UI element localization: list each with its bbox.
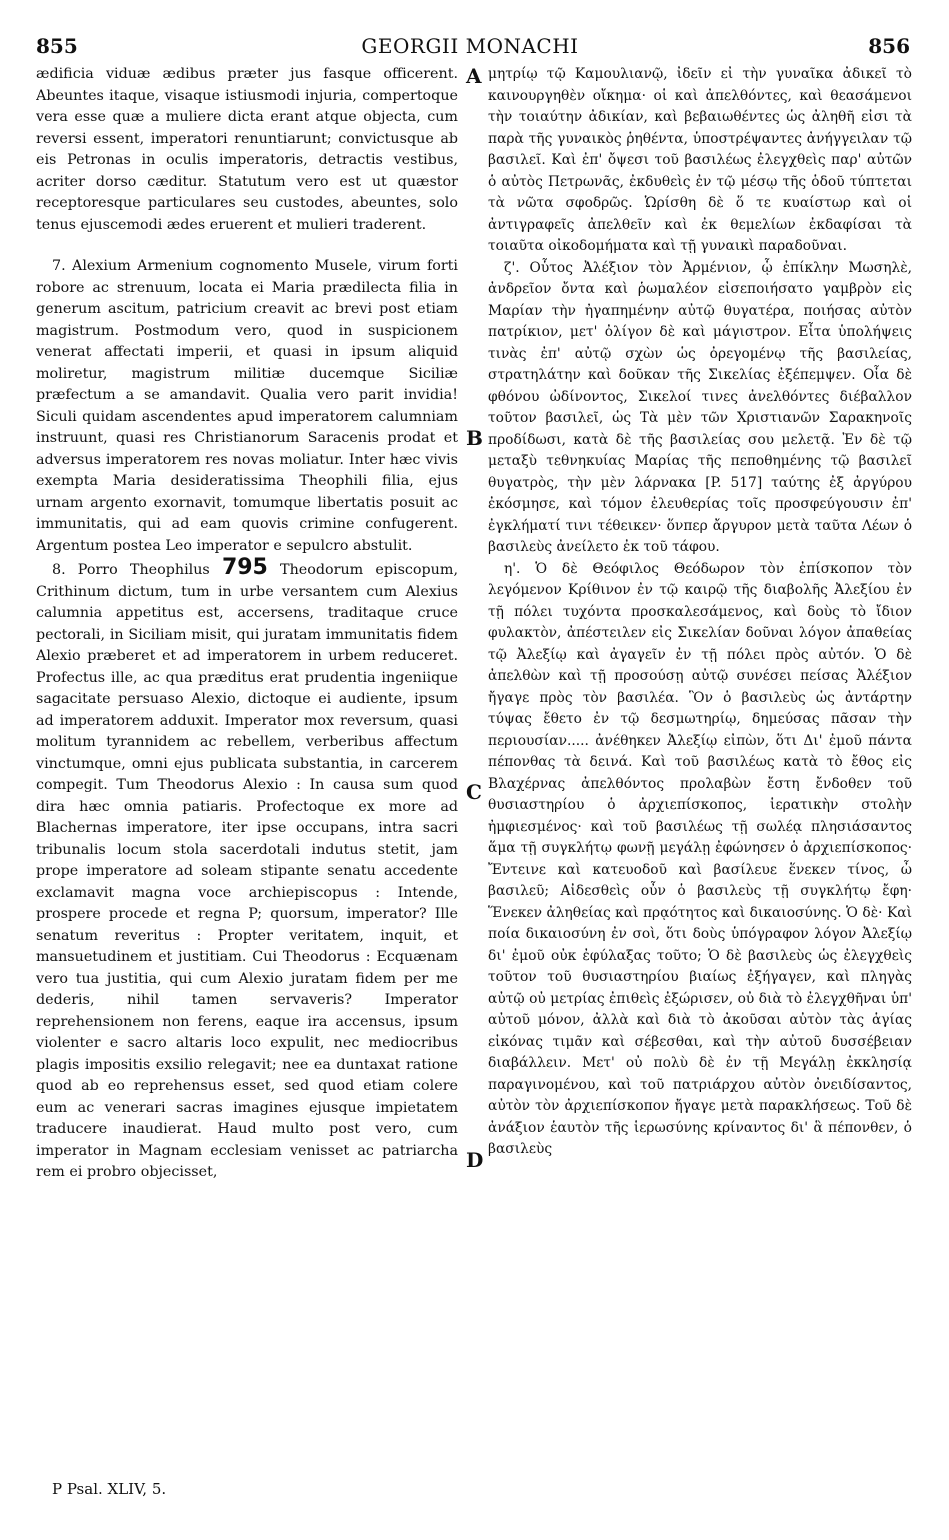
latin-paragraph-2: 7. Alexium Armenium cognomento Musele, virum forti robore ac strenuum, locata ei Maria prædilecta filia in generum ascitum, patricium creavit ac brevi post etiam magistrum. Postmodum vero, quod in suspicionem venerat affectati imperii, et quasi in ipsum aliquid moliretur, magistrum militiæ ducemque Siciliæ præfectum a se amandavit. Qualia vero parit invidia! Siculi quidam ascendentes apud imperatorem calumniam instruunt, quasi res Christianorum Saracenis prodat et adversus imperatorem res novas moliatur. Inter hæc vivis exempta Maria desideratissima Theophili filia, ejus urnam argento exornavit, tomumque libertatis posuit ac immunitatis, qui ad eam quovis crimine confugerent. Argentum postea Leo imperator e sepulcro abstulit. [36, 258, 458, 554]
greek-paragraph-3: η'. Ὁ δὲ Θεόφιλος Θεόδωρον τὸν ἐπίσκοπον τὸν λεγόμενον Κρίθινον ἐν τῷ καιρῷ τῆς διαβολῆς Ἀλεξίου ἐν τῇ πόλει τυχόντα προσκαλεσάμενος, καὶ δοὺς τὸ ἴδιον φυλακτὸν, ἀπέστειλεν εἰς Σικελίαν δοῦναι λόγον ἀπαθείας τῷ Ἀλεξίῳ καὶ ἀγαγεῖν ἐν τῇ πόλει πρὸς αὐτόν. Ὁ δὲ ἀπελθὼν καὶ τῇ προσούσῃ αὐτῷ συνέσει πείσας Ἀλέξιον ἤγαγε πρὸς τὸν βασιλέα. Ὃν ὁ βασιλεὺς ὡς ἀντάρτην τύψας ἔθετο ἐν τῷ δεσμωτηρίῳ, δημεύσας πᾶσαν τὴν περιουσίαν..... ἀνέθηκεν Ἀλεξίῳ εἰπὼν, ὅτι Δι' ἐμοῦ πάντα πέπονθας τὰ δεινά. Καὶ τοῦ βασιλέως κατὰ τὸ ἔθος εἰς Βλαχέρνας ἀπελθόντος προλαβὼν ἔστη ἔνδοθεν τοῦ θυσιαστηρίου ὁ ἀρχιεπίσκοπος, ἱερατικὴν στολὴν ἠμφιεσμένος· καὶ τοῦ βασιλέως τῇ σωλέᾳ πλησιάσαντος ἅμα τῇ συγκλήτῳ φωνῇ μεγάλῃ ἐφώνησεν ὁ ἀρχιεπίσκοπος· Ἔντεινε καὶ κατευοδοῦ καὶ βασίλευε ἕνεκεν τίνος, ὦ βασιλεῦ; Αἰδεσθεὶς οὖν ὁ βασιλεὺς τῇ συγκλήτῳ ἔφη· Ἕνεκεν ἀληθείας καὶ πρᾳότητος καὶ δικαιοσύνης. Ὁ δὲ· Καὶ ποία δικαιοσύνη ἐν σοὶ, ὅτι δοὺς ὑπόγραφον λόγον Ἀλεξίῳ δι' ἐμοῦ οὐκ ἐφύλαξας τοῦτο; Ὁ δὲ βασιλεὺς ὡς ἐλεγχθεὶς τοῦτον τοῦ θυσιαστηρίου βιαίως ἐξήγαγεν, καὶ πληγὰς αὐτῷ οὐ μετρίας ἐπιθεὶς ἐξώρισεν, οὐ διὰ τὸ ἐλεγχθῆναι ὑπ' αὐτοῦ μόνον, ἀλλὰ καὶ διὰ τὸ ἀκοῦσαι αὐτὸν τὰς ἁγίας εἰκόνας τιμᾶν καὶ σέβεσθαι, καὶ τὴν αὐτοῦ δυσσέβειαν διαβάλλειν. Μετ' οὐ πολὺ δὲ ἐν τῇ Μεγάλῃ ἐκκλησίᾳ παραγινομένου, καὶ τοῦ πατριάρχου αὐτὸν ὀνειδίσαντος, αὐτὸν τὸν ἀρχιεπίσκοπον ἤγαγε μετὰ παρακλήσεως. Τοῦ δὲ ἀνάξιον ἑαυτὸν τῆς ἱερωσύνης κρίναντος δι' ἃ πέπονθεν, ὁ βασιλεὺς [488, 560, 912, 1157]
greek-paragraph-2: ζ'. Οὗτος Ἀλέξιον τὸν Ἀρμένιον, ᾧ ἐπίκλην Μωσηλὲ, ἀνδρεῖον ὄντα καὶ ῥωμαλέον εἰσεποιήσατο γαμβρὸν εἰς Μαρίαν τὴν ἠγαπημένην αὐτῷ θυγατέρα, ποιήσας αὐτὸν πατρίκιον, μετ' ὀλίγον δὲ καὶ μάγιστρον. Εἶτα ὑπολήψεις τινὰς ἐπ' αὐτῷ σχὼν ὡς ὀρεγομένῳ τῆς βασιλείας, στρατηλάτην καὶ δοῦκαν τῆς Σικελίας ἐξέπεμψεν. Οἷα δὲ φθόνου ὠδίνοντος, Σικελοί τινες ἀνελθόντες διέβαλλον τοῦτον βασιλεῖ, ὡς Τὰ μὲν τῶν Χριστιανῶν Σαρακηνοῖς προδίδωσι, κατὰ δὲ τῆς βασιλείας σου μελετᾷ. Ἐν δὲ τῷ μεταξὺ τεθνηκυίας Μαρίας τῆς πεποθημένης τῷ βασιλεῖ θυγατρὸς, τὴν μὲν λάρνακα [P. 517] ταύτης ἐξ ἀργύρου ἐκόσμησε, καὶ τόμον ἐλευθερίας τοῖς προσφεύγουσιν ἐπ' ἐγκλήματί τινι τέθεικεν· ὅνπερ ἄργυρον μετὰ ταῦτα Λέων ὁ βασιλεὺς ἀνείλετο ἐκ τοῦ τάφου. [488, 259, 912, 555]
column-number: 795 [221, 555, 268, 580]
page-header [30, 34, 910, 64]
running-title: GEORGII MONACHI [361, 34, 579, 58]
page-number-right: 856 [868, 34, 910, 58]
margin-marker-a: A [466, 64, 482, 88]
page-number-left: 855 [36, 34, 78, 58]
latin-p3-start: 8. Porro Theophilus [52, 562, 210, 578]
greek-paragraph-1: μητρίῳ τῷ Καμουλιανῷ, ἰδεῖν εἰ τὴν γυναῖκα ἀδικεῖ τὸ καινουργηθὲν οἴκημα· οἱ καὶ ἀπελθόντες, καὶ θεασάμενοι τὴν τοιαύτην ἀδικίαν, καὶ βεβαιωθέντες ὡς ἀληθῆ εἰσι τὰ παρὰ τῆς γυναικὸς ῥηθέντα, ὑποστρέψαντες ἀνήγγειλαν τῷ βασιλεῖ. Καὶ ἐπ' ὄψεσι τοῦ βασιλέως ἐλεγχθεὶς παρ' αὐτῶν ὁ αὐτὸς Πετρωνᾶς, ἐκδυθεὶς ἐν τῷ μέσῳ τῆς ὁδοῦ τύπτεται τὰ νῶτα σφοδρῶς. Ὡρίσθη δὲ ὅ τε κυαίστωρ καὶ οἱ ἀντιγραφεῖς ἀπελθεῖν καὶ ἐκ θεμελίων ἐκδαφίσαι τὰ τοιαῦτα οἰκοδομήματα καὶ τῇ γυναικὶ παραδοῦναι. [488, 66, 912, 254]
latin-column [36, 64, 458, 1464]
latin-paragraph-1: ædificia viduæ ædibus præter jus fasque officerent. Abeuntes itaque, visaque istiusmodi injuria, compertoque vera esse quæ a muliere dicta erant atque objecta, cum reversi essent, imperatori renuntiarunt; convictusque ab eis Petronas in oculis imperatoris, detractis vestibus, acriter dorso cæditur. Statutum vero est ut quæstor receptoresque particulares seu custodes, abeuntes, solo tenus ejuscemodi ædes eruerent et mulieri traderent. [36, 66, 458, 233]
footnote: P Psal. XLIV, 5. [52, 1480, 167, 1498]
latin-p3-rest: Theodorum episcopum, Crithinum dictum, tum in urbe versantem cum Alexius calumnia appetitus est, accersens, traditaque cruce pectorali, in Siciliam misit, qui juratam immunitatis fidem Alexio præberet et ad imperatorem in urbem reduceret. Profectus ille, ac qua præditus erat prudentia ingeniique sagacitate persuaso Alexio, dictoque ei audiente, ipsum ad imperatorem adduxit. Imperator mox reversum, quasi molitum tyrannidem ac rebellem, verberibus affectum vinctumque, omni ejus publicata substantia, in carcerem compegit. Tum Theodorus Alexio : In causa sum quod dira hæc omnia patiaris. Profectoque ex more ad Blachernas imperatore, iter ipse occupans, intra sacri tribunalis locum stola sacerdotali indutus stetit, jam prope imperatore ad soleam stipante senatu accedente exclamavit magna voce archiepiscopus : Intende, prospere procede et regna P; quorsum, imperator? Ille senatum reveritus : Propter veritatem, inquit, et mansuetudinem et justitiam. Cui Theodorus : Ecquænam vero tua justitia, qui cum Alexio juratam fidem per me dederis, nihil tamen servaveris? Imperator reprehensionem non ferens, eaque ira accensus, ipsum violenter e sacro altaris loco expulit, nec mediocribus plagis impositis exsilio relegavit; nee ea duntaxat ratione quod ab eo reprehensus esset, sed quod etiam colere eum ac venerari sacras imagines ejusque impietatem traducere inaudierat. Haud multo post vero, cum imperator in Magnam ecclesiam venisset ac patriarcha rem ei probro objecisset, [36, 562, 458, 1180]
margin-marker-b: B [466, 426, 483, 450]
margin-marker-c: C [466, 780, 482, 804]
latin-paragraph-3 [36, 557, 458, 1184]
margin-marker-d: D [466, 1148, 484, 1172]
greek-column [488, 64, 912, 1464]
